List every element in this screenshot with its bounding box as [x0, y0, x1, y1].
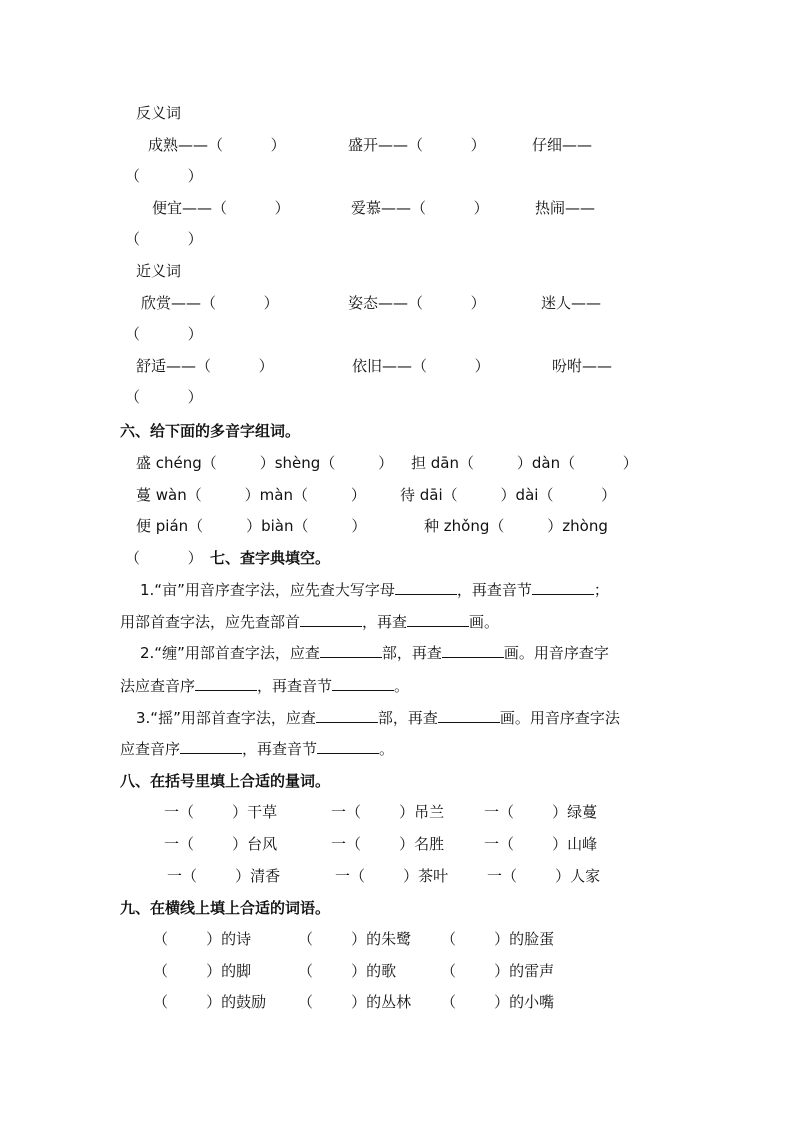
answer-blank[interactable]	[195, 676, 257, 691]
section-6-heading: 六、给下面的多音字组词。	[120, 422, 301, 440]
phrase-item: （ ）的鼓励	[153, 993, 267, 1011]
answer-blank[interactable]	[438, 708, 500, 723]
answer-blank[interactable]	[532, 580, 594, 595]
antonym-item: 盛开——（ ）	[348, 136, 486, 154]
antonym-item: 便宜——（ ）	[152, 199, 290, 217]
phrase-item: （ ）的脚	[153, 962, 252, 980]
measure-word-item: 一（ ）清香	[167, 867, 281, 885]
phrase-item: （ ）的脸蛋	[441, 930, 555, 948]
dictionary-question-3-line-2: 应查音序 ，再查音节 。	[120, 740, 395, 758]
antonym-item: 成熟——（ ）	[148, 136, 286, 154]
answer-blank[interactable]	[316, 708, 378, 723]
synonym-item-continued: （ ）	[125, 325, 203, 343]
antonym-item-continued: （ ）	[125, 167, 203, 185]
synonym-item: 欣赏——（ ）	[141, 294, 279, 312]
dictionary-question-2: 2.“缠”用部首查字法，应查 部，再查 画。用音序查字	[140, 644, 609, 662]
measure-word-item: 一（ ）茶叶	[335, 867, 449, 885]
synonym-item-continued: （ ）	[125, 388, 203, 406]
answer-blank[interactable]	[180, 739, 242, 754]
section-7-heading: 七、查字典填空。	[210, 549, 331, 567]
antonym-item: 仔细——	[532, 136, 593, 154]
antonym-item-continued: （ ）	[125, 230, 203, 248]
polyphone-item-continued: （ ）	[125, 549, 203, 567]
phrase-item: （ ）的诗	[153, 930, 252, 948]
synonyms-heading: 近义词	[136, 262, 182, 280]
synonym-item: 依旧——（ ）	[352, 357, 490, 375]
antonym-item: 热闹——	[535, 199, 596, 217]
measure-word-item: 一（ ）山峰	[484, 835, 598, 853]
polyphone-item: 种 zhǒng（ ）zhòng	[424, 517, 608, 535]
answer-blank[interactable]	[320, 643, 382, 658]
phrase-item: （ ）的朱鹭	[298, 930, 412, 948]
antonyms-heading: 反义词	[136, 104, 182, 122]
phrase-item: （ ）的歌	[298, 962, 397, 980]
measure-word-item: 一（ ）名胜	[331, 835, 445, 853]
answer-blank[interactable]	[332, 676, 394, 691]
synonym-item: 吩咐——	[552, 357, 613, 375]
antonym-item: 爱慕——（ ）	[351, 199, 489, 217]
polyphone-item: 便 pián（ ）biàn（ ）	[136, 517, 367, 535]
phrase-item: （ ）的雷声	[441, 962, 555, 980]
measure-word-item: 一（ ）干草	[164, 803, 278, 821]
answer-blank[interactable]	[442, 643, 504, 658]
dictionary-question-2-line-2: 法应查音序 ，再查音节 。	[120, 677, 410, 695]
answer-blank[interactable]	[317, 739, 379, 754]
dictionary-question-3: 3.“摇”用部首查字法，应查 部，再查 画。用音序查字法	[136, 709, 620, 727]
section-8-heading: 八、在括号里填上合适的量词。	[120, 772, 331, 790]
measure-word-item: 一（ ）绿蔓	[484, 803, 598, 821]
dictionary-question-1-line-2: 用部首查字法，应先查部首 ，再查 画。	[120, 613, 500, 631]
answer-blank[interactable]	[395, 580, 457, 595]
polyphone-item: 蔓 wàn（ ）màn（ ）	[136, 486, 366, 504]
measure-word-item: 一（ ）台风	[164, 835, 278, 853]
synonym-item: 姿态——（ ）	[348, 294, 486, 312]
synonym-item: 舒适——（ ）	[136, 357, 274, 375]
polyphone-item: 担 dān（ ）dàn（ ）	[411, 454, 638, 472]
polyphone-item: 盛 chéng（ ）shèng（ ）	[136, 454, 394, 472]
phrase-item: （ ）的丛林	[298, 993, 412, 1011]
measure-word-item: 一（ ）人家	[487, 867, 601, 885]
measure-word-item: 一（ ）吊兰	[331, 803, 445, 821]
synonym-item: 迷人——	[541, 294, 602, 312]
answer-blank[interactable]	[300, 612, 362, 627]
polyphone-item: 待 dāi（ ）dài（ ）	[400, 486, 617, 504]
dictionary-question-1: 1.“亩”用音序查字法，应先查大写字母 ，再查音节 ；	[140, 581, 609, 599]
answer-blank[interactable]	[407, 612, 469, 627]
phrase-item: （ ）的小嘴	[441, 993, 555, 1011]
section-9-heading: 九、在横线上填上合适的词语。	[120, 899, 331, 917]
